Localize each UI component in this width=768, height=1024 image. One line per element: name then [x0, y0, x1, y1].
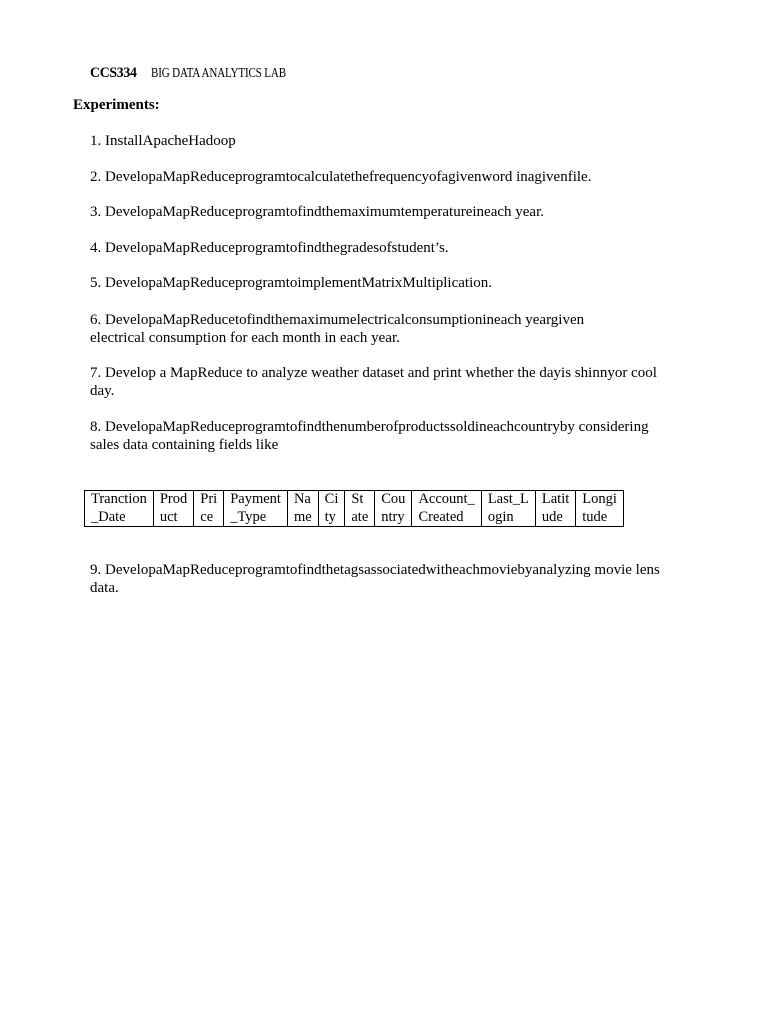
table-row [85, 491, 624, 527]
experiment-item-9: 9. DevelopaMapReduceprogramtofindthetagsassociatedwitheachmoviebyanalyzing movie lens data. [90, 562, 660, 596]
experiment-item-8: 8. DevelopaMapReduceprogramtofindthenumberofproductssoldineachcountryby considering sales data containing fields like [90, 419, 649, 453]
table-cell-state: St ate [345, 491, 375, 527]
course-code: CCS334 [90, 65, 137, 81]
table-cell-country: Cou ntry [375, 491, 412, 527]
experiment-item-4: 4. DevelopaMapReduceprogramtofindthegradesofstudent’s. [90, 240, 449, 256]
experiment-item-5: 5. DevelopaMapReduceprogramtoimplementMatrixMultiplication. [90, 275, 492, 291]
table-cell-city: Ci ty [318, 491, 345, 527]
table-cell-price: Pri ce [194, 491, 224, 527]
experiments-heading: Experiments: [73, 97, 160, 113]
experiment-item-7: 7. Develop a MapReduce to analyze weather dataset and print whether the dayis shinnyor cool day. [90, 365, 657, 399]
experiment-item-3: 3. DevelopaMapReduceprogramtofindthemaximumtemperatureineach year. [90, 204, 544, 220]
table-cell-product: Prod uct [153, 491, 193, 527]
table-cell-account-created: Account_ Created [412, 491, 481, 527]
table-cell-latitude: Latit ude [535, 491, 575, 527]
course-header [90, 64, 315, 82]
table-cell-tranction-date: Tranction _Date [85, 491, 154, 527]
table-cell-longitude: Longi tude [576, 491, 624, 527]
table-cell-payment-type: Payment _Type [224, 491, 288, 527]
table-cell-last-login: Last_L ogin [481, 491, 535, 527]
experiment-item-1: 1. InstallApacheHadoop [90, 133, 236, 149]
course-title: BIG DATA ANALYTICS LAB [150, 65, 286, 80]
experiment-item-2: 2. DevelopaMapReduceprogramtocalculatethefrequencyofagivenword inagivenfile. [90, 169, 592, 185]
sales-fields-table [84, 490, 624, 527]
table-cell-name: Na me [287, 491, 318, 527]
experiment-item-6: 6. DevelopaMapReducetofindthemaximumelectricalconsumptionineach yeargiven electrical consumption for each month in each year. [90, 312, 585, 346]
